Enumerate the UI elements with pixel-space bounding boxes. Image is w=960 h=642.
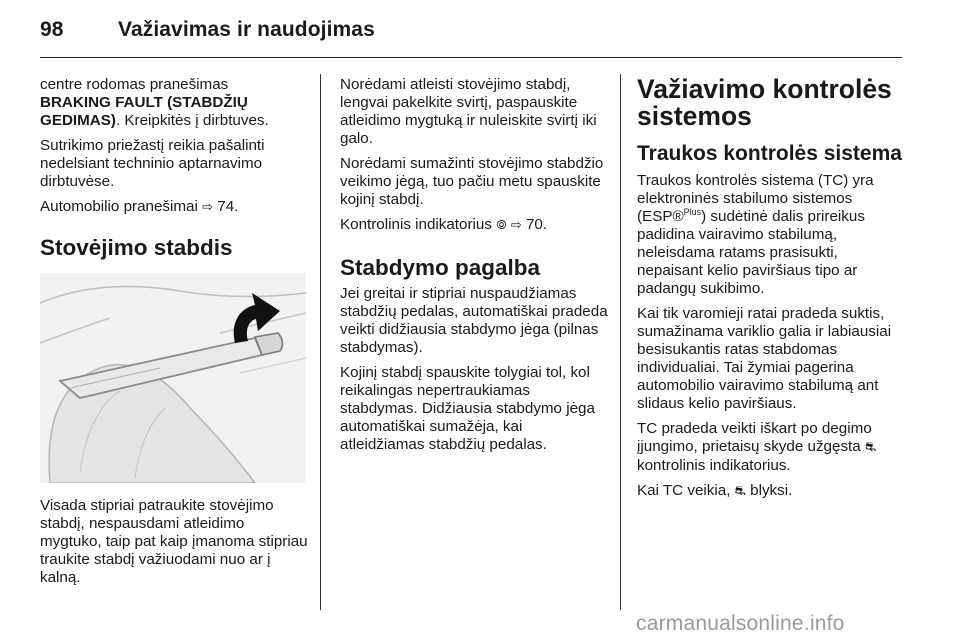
page-reference-icon: ⇨ (510, 218, 522, 233)
traction-control-icon: ⛐ (734, 484, 746, 499)
column-2 (340, 76, 608, 461)
heading-traction-control: Traukos kontrolės sistema (637, 142, 902, 165)
tc-startup-paragraph: TC pradeda veikti iškart po degimo įjungimo, prietaisų skyde užgęsta ⛐ kontrolinis indikatorius. (637, 420, 877, 474)
tc-active-paragraph: Kai TC veikia, ⛐ blyksi. (637, 482, 793, 499)
tc-operation-paragraph: Kai tik varomieji ratai pradeda suktis, sumažinama variklio galia ir labiausiai besisukantis ratas stabdomas individualiai. Tai žymiai pagerina automobilio vairavimo stabilumą ant slidaus kelio paviršiaus. (637, 305, 892, 412)
heading-brake-assist: Stabdymo pagalba (340, 255, 541, 280)
brake-fault-message: BRAKING FAULT (STABDŽIŲ GEDIMAS) (40, 94, 248, 129)
page-link-70[interactable]: 70. (525, 216, 548, 233)
page-link-74[interactable]: 74. (217, 198, 239, 215)
vehicle-messages-ref: Automobilio pranešimai ⇨ 74. (40, 198, 239, 215)
column-3 (637, 76, 905, 508)
brake-assist-paragraph: Jei greitai ir stipriai nuspaudžiamas stabdžių pedalas, automatiškai pradeda veikti didžiausia stabdymo jėga (pilnas stabdymas). (340, 285, 608, 356)
brake-indicator-icon: ⦾ (496, 218, 507, 233)
brake-fault-paragraph: centre rodomas pranešimas BRAKING FAULT (STABDŽIŲ GEDIMAS). Kreipkitės į dirbtuves. (40, 76, 269, 129)
page-header (40, 18, 375, 42)
indicator-ref: Kontrolinis indikatorius ⦾ ⇨ 70. (340, 216, 548, 233)
column-divider-2 (620, 74, 621, 610)
column-divider-1 (320, 74, 321, 610)
heading-parking-brake: Stovėjimo stabdis (40, 235, 233, 260)
watermark: carmanualsonline.info (636, 612, 845, 635)
heading-driving-control-systems: Važiavimo kontrolės sistemos (637, 74, 892, 131)
brake-assist-paragraph-2: Kojinį stabdį spauskite tolygiai tol, kol reikalingas nepertraukiamas stabdymas. Didžiausia stabdymo jėga automatiškai sumažėja, kai atleidžiamas stabdžių pedalas. (340, 364, 595, 453)
tc-description-paragraph: Traukos kontrolės sistema (TC) yra elektroninės stabilumo sistemos (ESP®$^{Plus}$) sudėtinė dalis prireikus padidina vairavimo stabilumą, neleisdama ratams prasisukti, nepaisant kelio paviršiaus tipo ar padangų sukibimo. (637, 172, 874, 297)
release-brake-paragraph: Norėdami atleisti stovėjimo stabdį, lengvai pakelkite svirtį, paspauskite atleidimo mygtuką ir nuleiskite svirtį iki galo. (340, 76, 597, 147)
fault-fix-paragraph: Sutrikimo priežastį reikia pašalinti nedelsiant techninio aptarnavimo dirbtuvėse. (40, 137, 265, 190)
chapter-title: Važiavimas ir naudojimas (118, 18, 375, 41)
traction-control-icon: ⛐ (864, 440, 877, 455)
column-1 (40, 76, 308, 594)
parking-brake-illustration (40, 273, 306, 483)
page-number: 98 (40, 18, 64, 41)
page-reference-icon: ⇨ (202, 200, 214, 215)
reduce-force-paragraph: Norėdami sumažinti stovėjimo stabdžio veikimo jėgą, tuo pačiu metu spauskite kojinį stabdį. (340, 155, 604, 208)
header-rule (40, 57, 902, 58)
parking-brake-instruction: Visada stipriai patraukite stovėjimo stabdį, nespausdami atleidimo mygtuko, taip pat kaip įmanoma stipriau traukite stabdį važiuodami nuo ar į kalną. (40, 497, 308, 586)
